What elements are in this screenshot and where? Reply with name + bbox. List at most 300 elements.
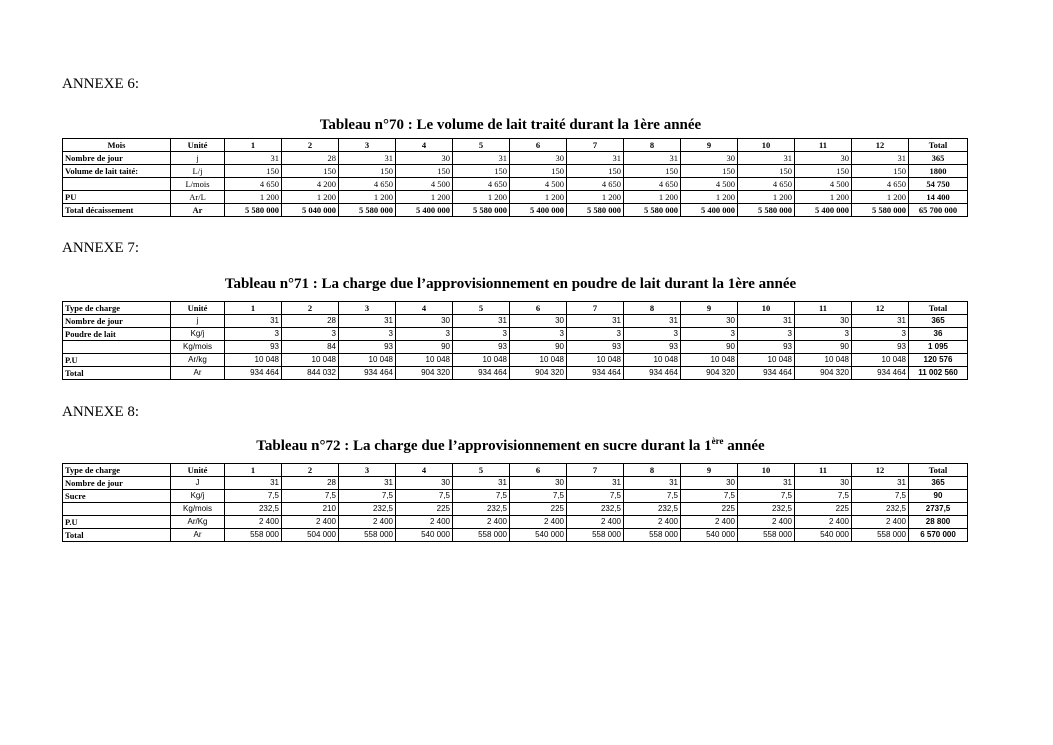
value-cell: 7,5 <box>282 490 339 503</box>
total-cell: 90 <box>909 490 968 503</box>
table-row <box>63 516 968 529</box>
row-label: Volume de lait taité: <box>63 165 171 178</box>
value-cell: 3 <box>396 328 453 341</box>
table-72-title <box>0 436 1021 455</box>
value-cell: 225 <box>510 503 567 516</box>
unit-cell: j <box>171 152 225 165</box>
value-cell: 4 500 <box>795 178 852 191</box>
value-cell: 4 200 <box>282 178 339 191</box>
column-header: 11 <box>795 139 852 152</box>
column-header: 11 <box>795 302 852 315</box>
value-cell: 5 400 000 <box>795 204 852 217</box>
value-cell: 150 <box>795 165 852 178</box>
value-cell: 93 <box>852 341 909 354</box>
value-cell: 3 <box>282 328 339 341</box>
value-cell: 30 <box>510 315 567 328</box>
value-cell: 10 048 <box>795 354 852 367</box>
value-cell: 31 <box>852 477 909 490</box>
value-cell: 904 320 <box>795 367 852 380</box>
value-cell: 2 400 <box>738 516 795 529</box>
value-cell: 1 200 <box>795 191 852 204</box>
value-cell: 5 040 000 <box>282 204 339 217</box>
value-cell: 540 000 <box>396 529 453 542</box>
value-cell: 5 580 000 <box>624 204 681 217</box>
column-header: Total <box>909 302 968 315</box>
value-cell: 1 200 <box>852 191 909 204</box>
value-cell: 934 464 <box>453 367 510 380</box>
value-cell: 4 650 <box>453 178 510 191</box>
value-cell: 1 200 <box>510 191 567 204</box>
value-cell: 150 <box>852 165 909 178</box>
column-header: Type de charge <box>63 464 171 477</box>
table-row <box>63 529 968 542</box>
value-cell: 30 <box>795 477 852 490</box>
row-label: Nombre de jour <box>63 477 171 490</box>
value-cell: 844 032 <box>282 367 339 380</box>
value-cell: 225 <box>396 503 453 516</box>
value-cell: 2 400 <box>681 516 738 529</box>
value-cell: 232,5 <box>225 503 282 516</box>
value-cell: 30 <box>510 477 567 490</box>
column-header: 1 <box>225 464 282 477</box>
table-72-title-main: Tableau n°72 : La charge due l’approvisionnement en sucre durant la 1 <box>256 438 712 454</box>
value-cell: 31 <box>225 315 282 328</box>
row-label: Nombre de jour <box>63 152 171 165</box>
value-cell: 558 000 <box>624 529 681 542</box>
column-header: 5 <box>453 464 510 477</box>
value-cell: 4 650 <box>339 178 396 191</box>
table-row <box>63 315 968 328</box>
total-cell: 14 400 <box>909 191 968 204</box>
unit-cell: Kg/mois <box>171 503 225 516</box>
table-row <box>63 328 968 341</box>
column-header: 6 <box>510 464 567 477</box>
row-label: Total décaissement <box>63 204 171 217</box>
table-70-title: Tableau n°70 : Le volume de lait traité durant la 1ère année <box>319 117 702 133</box>
total-cell: 120 576 <box>909 354 968 367</box>
value-cell: 504 000 <box>282 529 339 542</box>
value-cell: 4 650 <box>225 178 282 191</box>
value-cell: 558 000 <box>738 529 795 542</box>
value-cell: 5 580 000 <box>852 204 909 217</box>
column-header: Type de charge <box>63 302 171 315</box>
table-row <box>63 204 968 217</box>
value-cell: 5 580 000 <box>567 204 624 217</box>
value-cell: 90 <box>510 341 567 354</box>
unit-cell: Ar/kg <box>171 354 225 367</box>
value-cell: 31 <box>852 152 909 165</box>
value-cell: 1 200 <box>225 191 282 204</box>
value-cell: 2 400 <box>339 516 396 529</box>
unit-cell: L/mois <box>171 178 225 191</box>
row-label: Sucre <box>63 490 171 503</box>
value-cell: 2 400 <box>453 516 510 529</box>
total-cell: 36 <box>909 328 968 341</box>
value-cell: 150 <box>681 165 738 178</box>
column-header: Unité <box>171 139 225 152</box>
value-cell: 904 320 <box>510 367 567 380</box>
value-cell: 2 400 <box>510 516 567 529</box>
value-cell: 31 <box>852 315 909 328</box>
total-cell: 365 <box>909 152 968 165</box>
value-cell: 3 <box>510 328 567 341</box>
value-cell: 31 <box>738 477 795 490</box>
table-72-title-end: année <box>723 438 765 454</box>
value-cell: 5 580 000 <box>339 204 396 217</box>
value-cell: 31 <box>225 152 282 165</box>
table-71-title: Tableau n°71 : La charge due l’approvisionnement en poudre de lait durant la 1ère année <box>224 276 797 292</box>
value-cell: 93 <box>225 341 282 354</box>
table-row <box>63 477 968 490</box>
unit-cell: j <box>171 315 225 328</box>
value-cell: 10 048 <box>852 354 909 367</box>
column-header: 4 <box>396 464 453 477</box>
value-cell: 1 200 <box>681 191 738 204</box>
column-header: 2 <box>282 464 339 477</box>
value-cell: 84 <box>282 341 339 354</box>
row-label: Nombre de jour <box>63 315 171 328</box>
value-cell: 3 <box>225 328 282 341</box>
value-cell: 934 464 <box>339 367 396 380</box>
value-cell: 31 <box>453 152 510 165</box>
value-cell: 30 <box>396 315 453 328</box>
value-cell: 10 048 <box>624 354 681 367</box>
total-cell: 1 095 <box>909 341 968 354</box>
table-70 <box>62 138 968 217</box>
value-cell: 10 048 <box>510 354 567 367</box>
total-cell: 365 <box>909 477 968 490</box>
value-cell: 90 <box>396 341 453 354</box>
value-cell: 3 <box>624 328 681 341</box>
column-header: 3 <box>339 464 396 477</box>
column-header: Unité <box>171 302 225 315</box>
value-cell: 210 <box>282 503 339 516</box>
value-cell: 3 <box>681 328 738 341</box>
value-cell: 3 <box>567 328 624 341</box>
value-cell: 7,5 <box>225 490 282 503</box>
row-label: P.U <box>63 516 171 529</box>
table-row <box>63 341 968 354</box>
row-label: PU <box>63 191 171 204</box>
total-cell: 1800 <box>909 165 968 178</box>
value-cell: 30 <box>396 477 453 490</box>
value-cell: 7,5 <box>624 490 681 503</box>
value-cell: 31 <box>567 152 624 165</box>
value-cell: 934 464 <box>225 367 282 380</box>
row-label: P.U <box>63 354 171 367</box>
table-header-row <box>63 302 968 315</box>
value-cell: 31 <box>339 152 396 165</box>
column-header: 8 <box>624 302 681 315</box>
value-cell: 1 200 <box>738 191 795 204</box>
unit-cell: Ar <box>171 204 225 217</box>
value-cell: 3 <box>453 328 510 341</box>
unit-cell: Kg/j <box>171 490 225 503</box>
value-cell: 30 <box>681 315 738 328</box>
value-cell: 5 580 000 <box>225 204 282 217</box>
value-cell: 558 000 <box>339 529 396 542</box>
column-header: 7 <box>567 139 624 152</box>
value-cell: 232,5 <box>738 503 795 516</box>
value-cell: 232,5 <box>567 503 624 516</box>
value-cell: 934 464 <box>738 367 795 380</box>
value-cell: 4 650 <box>738 178 795 191</box>
unit-cell: Ar <box>171 367 225 380</box>
value-cell: 4 500 <box>681 178 738 191</box>
value-cell: 2 400 <box>852 516 909 529</box>
value-cell: 31 <box>738 315 795 328</box>
table-row <box>63 178 968 191</box>
value-cell: 150 <box>624 165 681 178</box>
value-cell: 2 400 <box>795 516 852 529</box>
value-cell: 2 400 <box>282 516 339 529</box>
column-header: 9 <box>681 464 738 477</box>
total-cell: 54 750 <box>909 178 968 191</box>
row-label: Poudre de lait <box>63 328 171 341</box>
value-cell: 10 048 <box>339 354 396 367</box>
column-header: 8 <box>624 464 681 477</box>
value-cell: 2 400 <box>624 516 681 529</box>
value-cell: 232,5 <box>624 503 681 516</box>
value-cell: 150 <box>738 165 795 178</box>
value-cell: 4 500 <box>510 178 567 191</box>
value-cell: 10 048 <box>567 354 624 367</box>
value-cell: 558 000 <box>852 529 909 542</box>
value-cell: 150 <box>225 165 282 178</box>
table-72 <box>62 463 968 542</box>
value-cell: 31 <box>624 152 681 165</box>
value-cell: 150 <box>339 165 396 178</box>
column-header: Mois <box>63 139 171 152</box>
total-cell: 365 <box>909 315 968 328</box>
column-header: 10 <box>738 139 795 152</box>
value-cell: 10 048 <box>681 354 738 367</box>
total-cell: 11 002 560 <box>909 367 968 380</box>
value-cell: 2 400 <box>567 516 624 529</box>
value-cell: 1 200 <box>567 191 624 204</box>
annex-8-heading: ANNEXE 8: <box>62 404 140 420</box>
value-cell: 93 <box>624 341 681 354</box>
column-header: 1 <box>225 302 282 315</box>
column-header: 7 <box>567 302 624 315</box>
value-cell: 232,5 <box>339 503 396 516</box>
value-cell: 1 200 <box>624 191 681 204</box>
value-cell: 558 000 <box>567 529 624 542</box>
value-cell: 28 <box>282 152 339 165</box>
table-71 <box>62 301 968 380</box>
column-header: 4 <box>396 302 453 315</box>
column-header: 6 <box>510 302 567 315</box>
column-header: 3 <box>339 139 396 152</box>
value-cell: 7,5 <box>396 490 453 503</box>
column-header: 11 <box>795 464 852 477</box>
table-row <box>63 367 968 380</box>
row-label <box>63 178 171 191</box>
value-cell: 31 <box>567 315 624 328</box>
value-cell: 30 <box>396 152 453 165</box>
column-header: 12 <box>852 139 909 152</box>
value-cell: 31 <box>624 315 681 328</box>
value-cell: 7,5 <box>852 490 909 503</box>
value-cell: 4 500 <box>396 178 453 191</box>
total-cell: 6 570 000 <box>909 529 968 542</box>
value-cell: 232,5 <box>453 503 510 516</box>
table-header-row <box>63 464 968 477</box>
value-cell: 31 <box>453 315 510 328</box>
unit-cell: Ar/Kg <box>171 516 225 529</box>
value-cell: 4 650 <box>624 178 681 191</box>
value-cell: 31 <box>225 477 282 490</box>
column-header: 1 <box>225 139 282 152</box>
value-cell: 3 <box>738 328 795 341</box>
value-cell: 540 000 <box>681 529 738 542</box>
value-cell: 558 000 <box>225 529 282 542</box>
value-cell: 934 464 <box>852 367 909 380</box>
value-cell: 31 <box>624 477 681 490</box>
annex-6-heading: ANNEXE 6: <box>62 76 140 92</box>
column-header: Total <box>909 464 968 477</box>
value-cell: 30 <box>795 315 852 328</box>
value-cell: 1 200 <box>396 191 453 204</box>
column-header: 5 <box>453 302 510 315</box>
value-cell: 10 048 <box>396 354 453 367</box>
value-cell: 5 400 000 <box>510 204 567 217</box>
annex-7-heading: ANNEXE 7: <box>62 240 140 256</box>
unit-cell: Ar/L <box>171 191 225 204</box>
value-cell: 93 <box>453 341 510 354</box>
value-cell: 1 200 <box>339 191 396 204</box>
table-row <box>63 152 968 165</box>
column-header: 12 <box>852 302 909 315</box>
column-header: 9 <box>681 139 738 152</box>
value-cell: 4 650 <box>852 178 909 191</box>
value-cell: 93 <box>738 341 795 354</box>
value-cell: 5 580 000 <box>453 204 510 217</box>
value-cell: 150 <box>396 165 453 178</box>
value-cell: 5 400 000 <box>681 204 738 217</box>
value-cell: 30 <box>681 152 738 165</box>
column-header: 10 <box>738 302 795 315</box>
column-header: 3 <box>339 302 396 315</box>
value-cell: 90 <box>681 341 738 354</box>
column-header: 10 <box>738 464 795 477</box>
value-cell: 31 <box>453 477 510 490</box>
column-header: 7 <box>567 464 624 477</box>
value-cell: 904 320 <box>681 367 738 380</box>
row-label: Total <box>63 367 171 380</box>
value-cell: 28 <box>282 477 339 490</box>
value-cell: 904 320 <box>396 367 453 380</box>
value-cell: 225 <box>681 503 738 516</box>
column-header: 4 <box>396 139 453 152</box>
value-cell: 93 <box>567 341 624 354</box>
value-cell: 31 <box>567 477 624 490</box>
value-cell: 7,5 <box>339 490 396 503</box>
value-cell: 232,5 <box>852 503 909 516</box>
column-header: Unité <box>171 464 225 477</box>
value-cell: 2 400 <box>225 516 282 529</box>
value-cell: 1 200 <box>282 191 339 204</box>
value-cell: 934 464 <box>624 367 681 380</box>
value-cell: 3 <box>852 328 909 341</box>
column-header: 2 <box>282 139 339 152</box>
value-cell: 30 <box>510 152 567 165</box>
table-row <box>63 191 968 204</box>
unit-cell: L/j <box>171 165 225 178</box>
row-label <box>63 341 171 354</box>
column-header: 6 <box>510 139 567 152</box>
value-cell: 10 048 <box>282 354 339 367</box>
value-cell: 4 650 <box>567 178 624 191</box>
value-cell: 150 <box>453 165 510 178</box>
value-cell: 7,5 <box>453 490 510 503</box>
column-header: 12 <box>852 464 909 477</box>
value-cell: 5 580 000 <box>738 204 795 217</box>
value-cell: 30 <box>681 477 738 490</box>
unit-cell: J <box>171 477 225 490</box>
value-cell: 540 000 <box>510 529 567 542</box>
value-cell: 3 <box>795 328 852 341</box>
total-cell: 28 800 <box>909 516 968 529</box>
value-cell: 10 048 <box>225 354 282 367</box>
column-header: 8 <box>624 139 681 152</box>
value-cell: 7,5 <box>681 490 738 503</box>
value-cell: 7,5 <box>510 490 567 503</box>
total-cell: 65 700 000 <box>909 204 968 217</box>
value-cell: 90 <box>795 341 852 354</box>
value-cell: 31 <box>738 152 795 165</box>
value-cell: 10 048 <box>453 354 510 367</box>
column-header: Total <box>909 139 968 152</box>
value-cell: 7,5 <box>738 490 795 503</box>
total-cell: 2737,5 <box>909 503 968 516</box>
value-cell: 28 <box>282 315 339 328</box>
unit-cell: Kg/j <box>171 328 225 341</box>
table-header-row <box>63 139 968 152</box>
table-row <box>63 165 968 178</box>
value-cell: 3 <box>339 328 396 341</box>
value-cell: 10 048 <box>738 354 795 367</box>
value-cell: 30 <box>795 152 852 165</box>
table-row <box>63 490 968 503</box>
value-cell: 150 <box>510 165 567 178</box>
value-cell: 1 200 <box>453 191 510 204</box>
table-72-title-sup: ère <box>711 436 724 446</box>
row-label <box>63 503 171 516</box>
table-row <box>63 354 968 367</box>
value-cell: 150 <box>282 165 339 178</box>
value-cell: 934 464 <box>567 367 624 380</box>
value-cell: 540 000 <box>795 529 852 542</box>
value-cell: 31 <box>339 315 396 328</box>
unit-cell: Kg/mois <box>171 341 225 354</box>
column-header: 2 <box>282 302 339 315</box>
value-cell: 93 <box>339 341 396 354</box>
value-cell: 558 000 <box>453 529 510 542</box>
column-header: 5 <box>453 139 510 152</box>
value-cell: 150 <box>567 165 624 178</box>
column-header: 9 <box>681 302 738 315</box>
unit-cell: Ar <box>171 529 225 542</box>
value-cell: 7,5 <box>795 490 852 503</box>
value-cell: 225 <box>795 503 852 516</box>
value-cell: 7,5 <box>567 490 624 503</box>
table-row <box>63 503 968 516</box>
row-label: Total <box>63 529 171 542</box>
value-cell: 2 400 <box>396 516 453 529</box>
value-cell: 5 400 000 <box>396 204 453 217</box>
value-cell: 31 <box>339 477 396 490</box>
